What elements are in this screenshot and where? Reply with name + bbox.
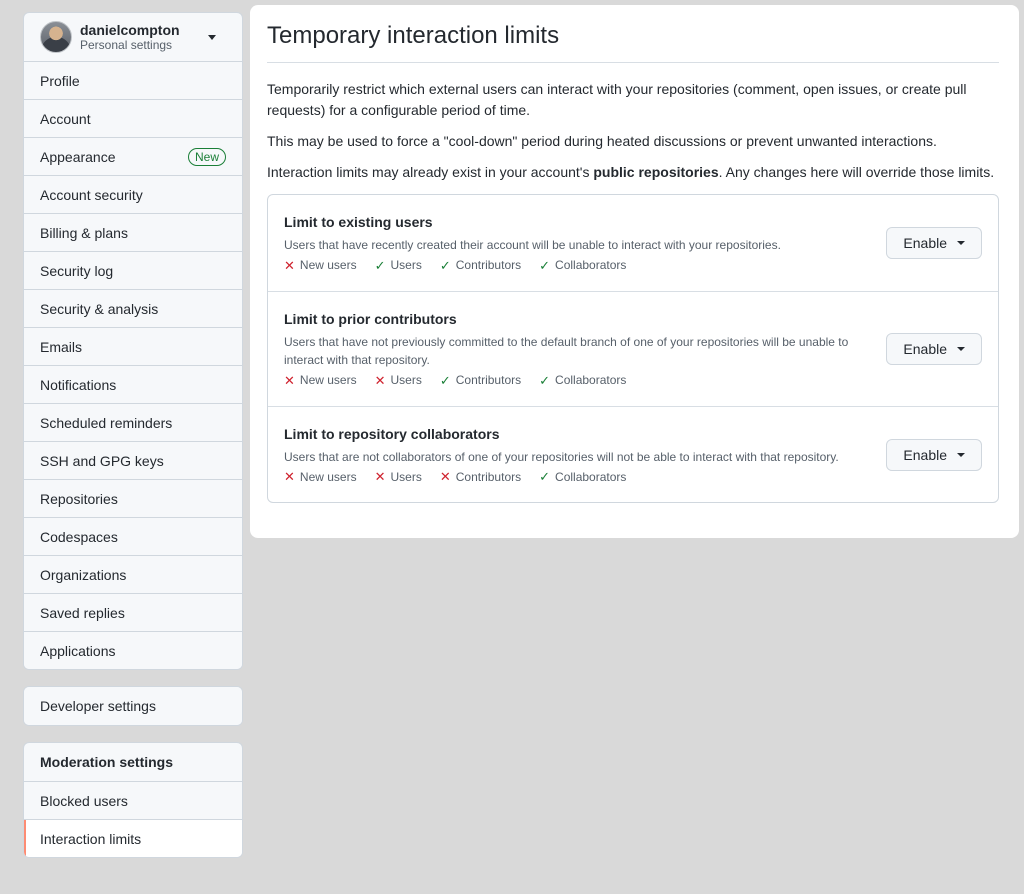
limit-info [284, 311, 886, 387]
group-label: Collaborators [555, 258, 627, 272]
check-icon: ✓ [539, 372, 551, 388]
sidebar-item-label: Applications [40, 642, 116, 659]
group-label: Contributors [455, 469, 522, 484]
note-text: Interaction limits may already exist in your account's [267, 164, 594, 180]
sidebar-item-label: Scheduled reminders [40, 414, 173, 431]
x-icon: ✕ [284, 372, 295, 388]
x-icon: ✕ [374, 372, 386, 388]
sidebar-item-label: Security log [40, 262, 114, 279]
group-label: New users [299, 469, 357, 484]
sidebar-item-codespaces[interactable] [24, 517, 242, 555]
sidebar-item-organizations[interactable] [24, 555, 242, 593]
affected-groups [284, 258, 878, 272]
limit-description: Users that have recently created their account will be unable to interact with your repositories. [284, 238, 781, 252]
avatar [40, 21, 72, 53]
sidebar-item-label: Blocked users [40, 792, 128, 809]
intro-paragraph: Temporarily restrict which external users can interact with your repositories (comment, open issues, or create pull requests) for a configurable period of time. [267, 81, 967, 118]
page-title: Temporary interaction limits [267, 21, 999, 63]
sidebar-item-developer-settings[interactable] [24, 687, 242, 725]
sidebar-item-label: Profile [40, 72, 80, 89]
button-label: Enable [903, 446, 947, 463]
x-icon: ✕ [374, 469, 386, 484]
sidebar-item-repositories[interactable] [24, 479, 242, 517]
limit-description: Users that have not previously committed to the default branch of one of your repositories will be unable to interact with that repository. [284, 335, 849, 367]
sidebar-item-label: Notifications [40, 376, 117, 393]
sidebar-item-label: Repositories [40, 490, 118, 507]
group-label: New users [299, 258, 357, 272]
sidebar-item-saved-replies[interactable] [24, 593, 242, 631]
new-badge: New [188, 148, 226, 166]
sidebar-item-label: Account security [40, 186, 143, 203]
sidebar-item-profile[interactable] [24, 61, 242, 99]
caret-down-icon [957, 347, 965, 351]
group-chip [440, 470, 521, 484]
group-label: Collaborators [555, 469, 627, 484]
moderation-menu [23, 742, 243, 858]
group-label: Users [390, 373, 422, 387]
sidebar-item-interaction-limits[interactable] [24, 819, 242, 857]
limit-title: Limit to repository collaborators [284, 425, 500, 442]
group-chip [375, 373, 422, 387]
limit-title: Limit to prior contributors [284, 311, 457, 327]
check-icon: ✓ [374, 257, 386, 273]
sidebar-item-label: Appearance [40, 148, 116, 165]
check-icon: ✓ [539, 257, 551, 273]
account-subtitle: Personal settings [80, 38, 173, 52]
sidebar-item-applications[interactable] [24, 631, 242, 669]
sidebar-item-label: Interaction limits [40, 830, 142, 847]
username: danielcompton [80, 22, 180, 38]
sidebar-item-ssh-gpg-keys[interactable] [24, 441, 242, 479]
group-chip [440, 258, 521, 272]
group-chip [284, 470, 357, 484]
sidebar-item-label: Account [40, 110, 91, 127]
developer-menu [23, 686, 243, 726]
sidebar-item-label: Emails [40, 338, 83, 355]
group-label: Contributors [455, 373, 522, 387]
x-icon: ✕ [439, 469, 451, 484]
override-note [267, 162, 999, 183]
caret-down-icon [957, 453, 965, 457]
sidebar-item-scheduled-reminders[interactable] [24, 403, 242, 441]
sidebar-item-appearance[interactable] [24, 137, 242, 175]
sidebar-item-billing[interactable] [24, 213, 242, 251]
account-info [80, 22, 180, 52]
sidebar-item-label: Security & analysis [40, 300, 159, 317]
settings-sidebar [23, 12, 243, 874]
main-content [250, 5, 1019, 538]
group-label: New users [299, 373, 357, 387]
group-chip [440, 373, 521, 387]
sidebar-item-security-analysis[interactable] [24, 289, 242, 327]
x-icon: ✕ [284, 257, 295, 273]
sidebar-item-blocked-users[interactable] [24, 781, 242, 819]
enable-button[interactable] [886, 333, 982, 365]
enable-button[interactable] [886, 227, 982, 259]
limits-box [267, 194, 999, 503]
sidebar-item-account-security[interactable] [24, 175, 242, 213]
check-icon: ✓ [439, 372, 451, 388]
button-label: Enable [903, 235, 947, 251]
limit-row-existing-users [268, 195, 998, 291]
group-chip [375, 470, 422, 484]
limit-row-prior-contributors [268, 291, 998, 406]
account-switcher[interactable] [24, 13, 242, 61]
limit-info [284, 426, 886, 484]
group-chip [375, 258, 422, 272]
button-label: Enable [903, 341, 947, 357]
enable-button[interactable] [886, 439, 982, 471]
group-label: Users [390, 469, 422, 484]
group-label: Collaborators [555, 373, 627, 387]
sidebar-item-security-log[interactable] [24, 251, 242, 289]
chevron-down-icon [208, 35, 216, 40]
sidebar-item-label: SSH and GPG keys [40, 452, 164, 469]
moderation-heading: Moderation settings [40, 754, 174, 770]
group-chip [539, 258, 626, 272]
group-chip [284, 373, 357, 387]
note-text: . Any changes here will override those limits. [718, 164, 995, 180]
sidebar-item-account[interactable] [24, 99, 242, 137]
group-chip [284, 258, 357, 272]
limit-title: Limit to existing users [284, 214, 433, 230]
note-emphasis: public repositories [593, 164, 719, 180]
sidebar-item-label: Billing & plans [40, 224, 128, 241]
caret-down-icon [957, 241, 965, 245]
sidebar-item-label: Saved replies [40, 604, 125, 621]
settings-menu [23, 12, 243, 670]
check-icon: ✓ [439, 257, 451, 273]
x-icon: ✕ [284, 469, 295, 484]
group-chip [539, 470, 626, 484]
limit-description: Users that are not collaborators of one of your repositories will not be able to interact with that repository. [284, 449, 839, 464]
sidebar-item-label: Organizations [40, 566, 127, 583]
sidebar-item-label: Codespaces [40, 528, 118, 545]
affected-groups [284, 470, 878, 484]
group-chip [539, 373, 626, 387]
group-label: Contributors [455, 258, 522, 272]
limit-info [284, 214, 886, 272]
sidebar-item-emails[interactable] [24, 327, 242, 365]
limit-row-repository-collaborators [268, 406, 998, 502]
affected-groups [284, 373, 878, 387]
group-label: Users [390, 258, 422, 272]
intro-paragraph: This may be used to force a "cool-down" period during heated discussions or prevent unwanted interactions. [267, 133, 937, 149]
sidebar-item-notifications[interactable] [24, 365, 242, 403]
check-icon: ✓ [539, 469, 551, 484]
sidebar-item-label: Developer settings [40, 698, 156, 714]
